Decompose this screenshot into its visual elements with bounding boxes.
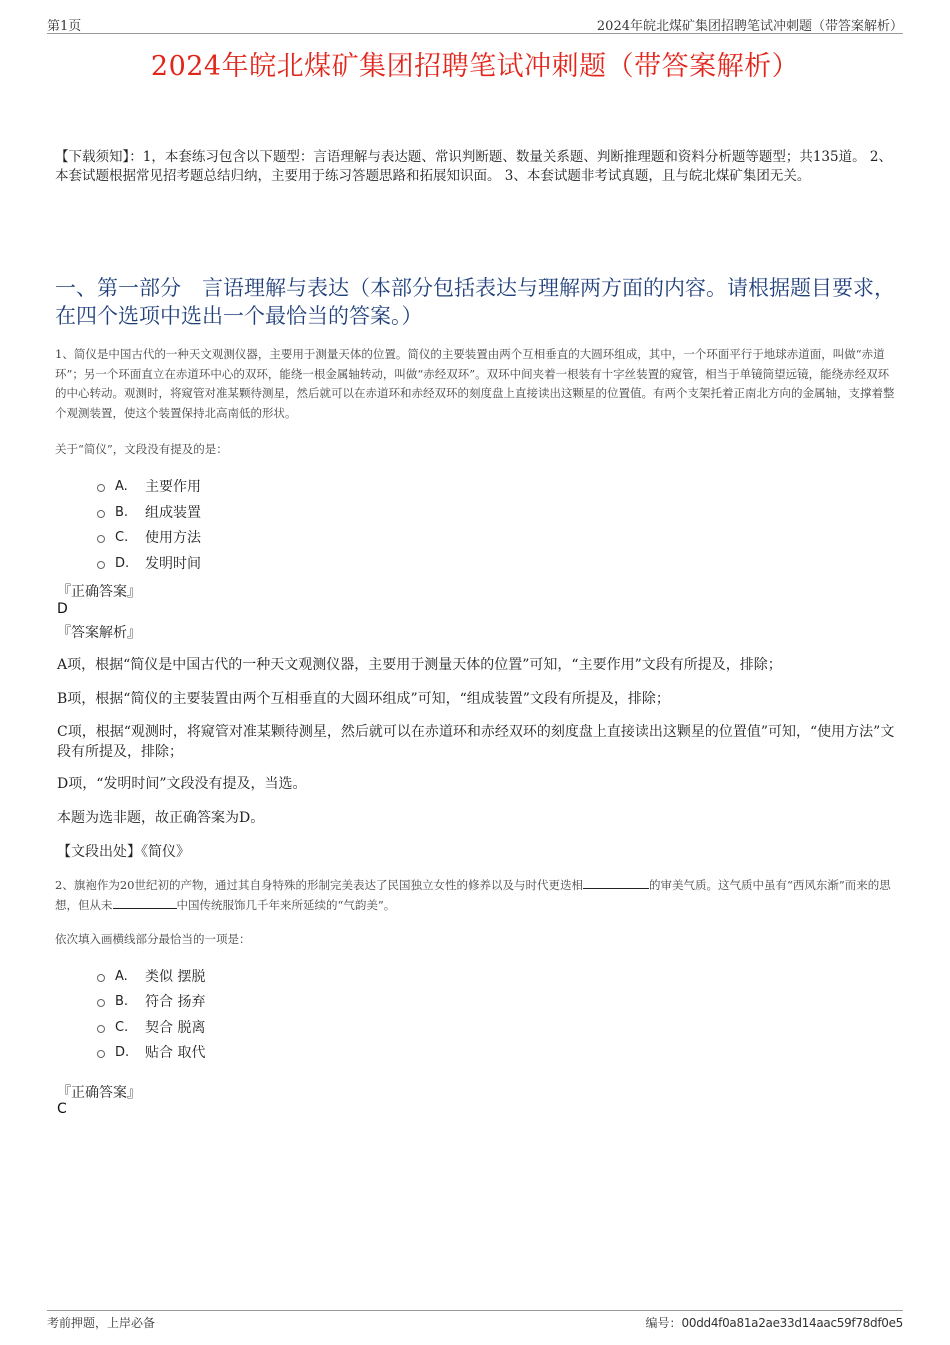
radio-icon[interactable] xyxy=(97,535,105,543)
footer-code-value: 00dd4f0a81a2ae33d14aac59f78df0e5 xyxy=(681,1316,903,1330)
explanation-conclusion: 本题为选非题，故正确答案为D。 xyxy=(57,810,265,826)
option-letter: B. xyxy=(115,993,129,1009)
question-2-text: 2、旗袍作为20世纪初的产物，通过其自身特殊的形制完美表达了民国独立女性的修养以及与时代更迭相 的审美气质。这气质中虽有“西风东渐”而来的思想，但从未 中国传统服饰几千年来所延续的“气韵美”。 xyxy=(55,878,891,912)
answer-label: 『正确答案』 xyxy=(57,1085,141,1101)
footer-slogan: 考前押题，上岸必备 xyxy=(47,1316,156,1330)
option-letter: C. xyxy=(115,1019,129,1035)
answer-value: D xyxy=(57,601,68,617)
question-2-option-a[interactable] xyxy=(97,965,205,987)
option-text: 组成装置 xyxy=(145,505,201,521)
question-1-option-d[interactable] xyxy=(97,552,201,574)
header-doc-title: 2024年皖北煤矿集团招聘笔试冲刺题（带答案解析） xyxy=(596,19,903,34)
footer-code-label: 编号： xyxy=(645,1316,682,1330)
radio-icon[interactable] xyxy=(97,510,105,518)
answer-label: 『正确答案』 xyxy=(57,584,141,600)
header-divider xyxy=(47,33,903,34)
source-citation: 【文段出处】《简仪》 xyxy=(57,844,190,860)
document-title: 2024年皖北煤矿集团招聘笔试冲刺题（带答案解析） xyxy=(150,51,800,82)
option-text: 贴合 取代 xyxy=(145,1045,206,1061)
explanation-label: 『答案解析』 xyxy=(57,625,141,641)
question-2-prompt: 依次填入画横线部分最恰当的一项是： xyxy=(55,932,251,946)
radio-icon[interactable] xyxy=(97,974,105,982)
option-text: 使用方法 xyxy=(145,530,201,546)
explanation-a: A项，根据“简仪是中国古代的一种天文观测仪器，主要用于测量天体的位置”可知，“主要作用”文段有所提及，排除； xyxy=(57,657,782,673)
option-letter: D. xyxy=(115,555,130,571)
option-letter: C. xyxy=(115,529,129,545)
question-1-option-c[interactable] xyxy=(97,526,201,548)
question-2-option-c[interactable] xyxy=(97,1016,205,1038)
radio-icon[interactable] xyxy=(97,484,105,492)
option-letter: A. xyxy=(115,968,128,984)
question-1-text: 1、简仪是中国古代的一种天文观测仪器，主要用于测量天体的位置。简仪的主要装置由两个互相垂直的大圆环组成，其中，一个环面平行于地球赤道面，叫做“赤道环”；另一个环面直立在赤道环中心的双环，能绕一根金属轴转动，叫做“赤经双环”。双环中间夹着一根装有十字丝装置的窥管，相当于单镜筒望远镜，能绕赤经双环的中心转动。观测时，将窥管对准某颗待测星，然后就可以在赤道环和赤经双环的刻度盘上直接读出这颗星的位置值。有两个支架托着正南北方向的金属轴，支撑着整个观测装置，使这个装置保持北高南低的形状。 xyxy=(55,347,895,420)
question-1-prompt: 关于“简仪”，文段没有提及的是： xyxy=(55,442,228,456)
option-text: 发明时间 xyxy=(145,556,201,572)
radio-icon[interactable] xyxy=(97,1050,105,1058)
footer-divider xyxy=(47,1310,903,1311)
blank-1 xyxy=(583,877,649,889)
option-text: 主要作用 xyxy=(145,479,201,495)
page-number: 第1页 xyxy=(47,19,82,34)
radio-icon[interactable] xyxy=(97,999,105,1007)
question-2-option-b[interactable] xyxy=(97,990,205,1012)
radio-icon[interactable] xyxy=(97,561,105,569)
section-title: 一、第一部分 言语理解与表达（本部分包括表达与理解两方面的内容。请根据题目要求，在四个选项中选出一个最恰当的答案。） xyxy=(55,276,895,328)
download-notice: 【下载须知】：1，本套练习包含以下题型：言语理解与表达题、常识判断题、数量关系题、判断推理题和资料分析题等题型；共135道。 2、本套试题根据常见招考题总结归纳，主要用于练习答题思路和拓展知识面。 3、本套试题非考试真题，且与皖北煤矿集团无关。 xyxy=(55,149,892,184)
answer-value: C xyxy=(57,1101,67,1117)
option-text: 类似 摆脱 xyxy=(145,969,206,985)
radio-icon[interactable] xyxy=(97,1025,105,1033)
footer-code xyxy=(646,1314,903,1331)
option-text: 契合 脱离 xyxy=(145,1020,206,1036)
explanation-b: B项，根据“简仪的主要装置由两个互相垂直的大圆环组成”可知，“组成装置”文段有所提及，排除； xyxy=(57,691,670,707)
question-1-option-a[interactable] xyxy=(97,475,201,497)
option-text: 符合 扬弃 xyxy=(145,994,206,1010)
explanation-d: D项，“发明时间”文段没有提及，当选。 xyxy=(57,776,307,792)
option-letter: B. xyxy=(115,504,129,520)
blank-2 xyxy=(113,897,177,909)
question-1-option-b[interactable] xyxy=(97,501,201,523)
explanation-c: C项，根据“观测时，将窥管对准某颗待测星，然后就可以在赤道环和赤经双环的刻度盘上直接读出这颗星的位置值”可知，“使用方法”文段有所提及，排除； xyxy=(57,724,895,760)
question-2-option-d[interactable] xyxy=(97,1041,205,1063)
option-letter: D. xyxy=(115,1044,130,1060)
option-letter: A. xyxy=(115,478,128,494)
